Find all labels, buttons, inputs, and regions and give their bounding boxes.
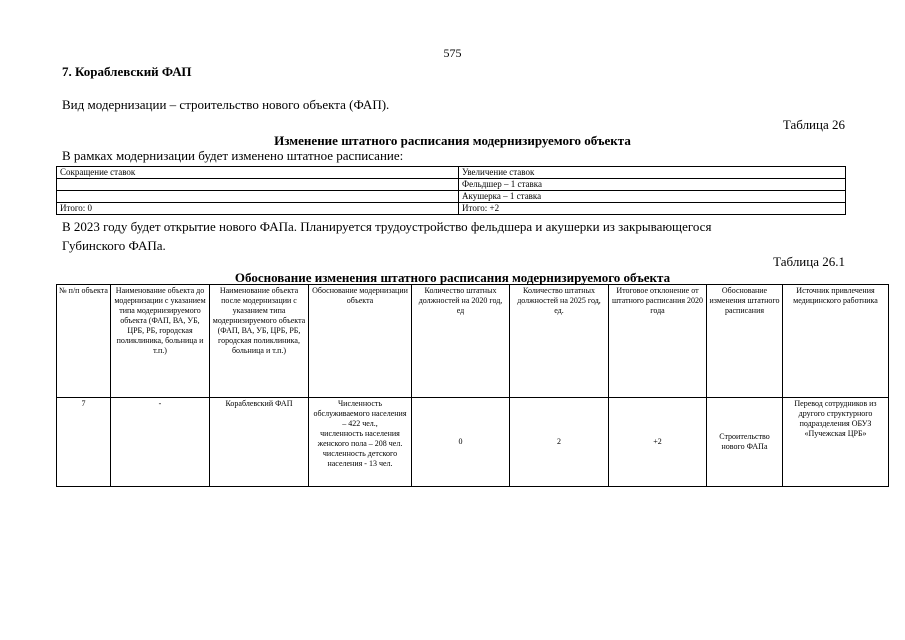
table-row — [57, 191, 846, 203]
cell-deviation: +2 — [609, 398, 707, 487]
increase-cell: Акушерка – 1 ставка — [459, 191, 846, 203]
reason-line: Численность обслуживаемого населения – 422 чел., — [313, 399, 407, 428]
cell-reason — [309, 398, 412, 487]
header-reduction: Сокращение ставок — [57, 167, 459, 179]
total-increase: Итого: +2 — [459, 203, 846, 215]
cell-before: - — [111, 398, 210, 487]
note-line-2: Губинского ФАПа. — [62, 238, 166, 253]
intro-text: В рамках модернизации будет изменено штатное расписание: — [62, 148, 404, 163]
cell-count-2020: 0 — [412, 398, 510, 487]
staff-change-table — [56, 166, 846, 215]
table-26-title: Изменение штатного расписания модернизируемого объекта — [274, 133, 631, 148]
cell-source: Перевод сотрудников из другого структурного подразделения ОБУЗ «Пучежская ЦРБ» — [783, 398, 889, 487]
header-count-2020: Количество штатных должностей на 2020 год, ед — [412, 285, 510, 398]
increase-cell: Фельдшер – 1 ставка — [459, 179, 846, 191]
note-line-1: В 2023 году будет открытие нового ФАПа. Планируется трудоустройство фельдшера и акушерки из закрывающегося — [62, 219, 712, 234]
section-title: 7. Кораблевский ФАП — [62, 64, 192, 79]
reason-line: численность населения женского пола – 208 чел. — [317, 429, 403, 448]
header-before: Наименование объекта до модернизации с указанием типа модернизируемого объекта (ФАП, ВА, УБ, ЦРБ, РБ, городская поликлиника, больница и т.п.) — [111, 285, 210, 398]
cell-after: Кораблевский ФАП — [210, 398, 309, 487]
table-row — [57, 398, 889, 487]
table-26-1-title: Обоснование изменения штатного расписания модернизируемого объекта — [234, 270, 671, 285]
table-row — [57, 203, 846, 215]
total-reduction: Итого: 0 — [57, 203, 459, 215]
header-number: № п/п объекта — [57, 285, 111, 398]
table-row — [57, 167, 846, 179]
table-26-1-label: Таблица 26.1 — [773, 254, 845, 269]
cell-number: 7 — [57, 398, 111, 487]
reduction-cell — [57, 191, 459, 203]
reason-line: численность детского населения - 13 чел. — [322, 449, 398, 468]
header-increase: Увеличение ставок — [459, 167, 846, 179]
reduction-cell — [57, 179, 459, 191]
header-source: Источник привлечения медицинского работника — [783, 285, 889, 398]
header-deviation: Итоговое отклонение от штатного расписания 2020 года — [609, 285, 707, 398]
header-change-reason: Обоснование изменения штатного расписания — [707, 285, 783, 398]
header-count-2025: Количество штатных должностей на 2025 год, ед. — [510, 285, 609, 398]
cell-change-reason: Строительство нового ФАПа — [707, 398, 783, 487]
table-row — [57, 179, 846, 191]
header-reason: Обоснование модернизации объекта — [309, 285, 412, 398]
page-number: 575 — [443, 46, 462, 60]
cell-count-2025: 2 — [510, 398, 609, 487]
header-after: Наименование объекта после модернизации с указанием типа модернизируемого объекта (ФАП, ВА, УБ, ЦРБ, РБ, городская поликлиника, больница и т.п.) — [210, 285, 309, 398]
table-26-label: Таблица 26 — [782, 117, 845, 132]
table-header-row — [57, 285, 889, 398]
modernization-type: Вид модернизации – строительство нового объекта (ФАП). — [62, 97, 390, 112]
justification-table — [56, 284, 889, 487]
